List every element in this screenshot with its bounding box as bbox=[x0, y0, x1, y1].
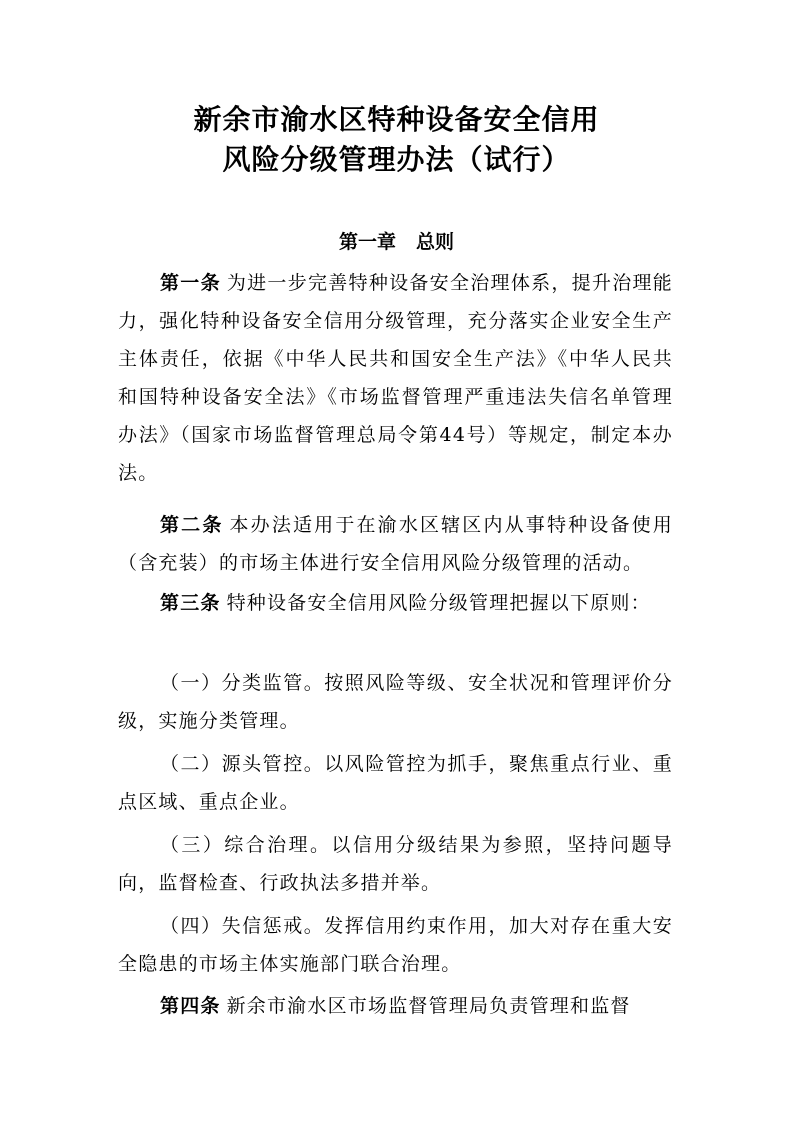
article-2-label: 第二条 bbox=[160, 514, 224, 536]
article-1 bbox=[118, 264, 673, 492]
document-title-line-1: 新余市渝水区特种设备安全信用 bbox=[193, 103, 600, 136]
article-3 bbox=[118, 584, 673, 622]
principle-3: （三）综合治理。以信用分级结果为参照，坚持问题导向，监督检查、行政执法多措并举。 bbox=[118, 834, 673, 894]
article-3-label: 第三条 bbox=[160, 592, 221, 614]
principle-4: （四）失信惩戒。发挥信用约束作用，加大对存在重大安全隐患的市场主体实施部门联合治理。 bbox=[118, 915, 673, 975]
chapter-name: 总则 bbox=[416, 231, 455, 253]
article-3-text: 特种设备安全信用风险分级管理把握以下原则： bbox=[226, 592, 651, 614]
article-1-label: 第一条 bbox=[160, 272, 221, 294]
article-2-text: 本办法适用于在渝水区辖区内从事特种设备使用（含充装）的市场主体进行安全信用风险分级管理的活动。 bbox=[118, 514, 673, 574]
chapter-number: 第一章 bbox=[338, 231, 396, 253]
article-4 bbox=[118, 987, 673, 1025]
principle-1: （一）分类监管。按照风险等级、安全状况和管理评价分级，实施分类管理。 bbox=[118, 672, 673, 732]
article-2 bbox=[118, 506, 673, 582]
article-4-text: 新余市渝水区市场监督管理局负责管理和监督 bbox=[226, 995, 631, 1017]
document-title-line-2: 风险分级管理办法（试行） bbox=[222, 143, 571, 176]
chapter-heading bbox=[0, 226, 793, 258]
article-1-text: 为进一步完善特种设备安全治理体系，提升治理能力，强化特种设备安全信用分级管理，充分落实企业安全生产主体责任，依据《中华人民共和国安全生产法》《中华人民共和国特种设备安全法》《市场监督管理严重违法失信名单管理办法》（国家市场监督管理总局令第44号）等规定，制定本办法。 bbox=[118, 272, 673, 484]
principle-2: （二）源头管控。以风险管控为抓手，聚焦重点行业、重点区域、重点企业。 bbox=[118, 753, 673, 813]
article-4-label: 第四条 bbox=[160, 995, 221, 1017]
